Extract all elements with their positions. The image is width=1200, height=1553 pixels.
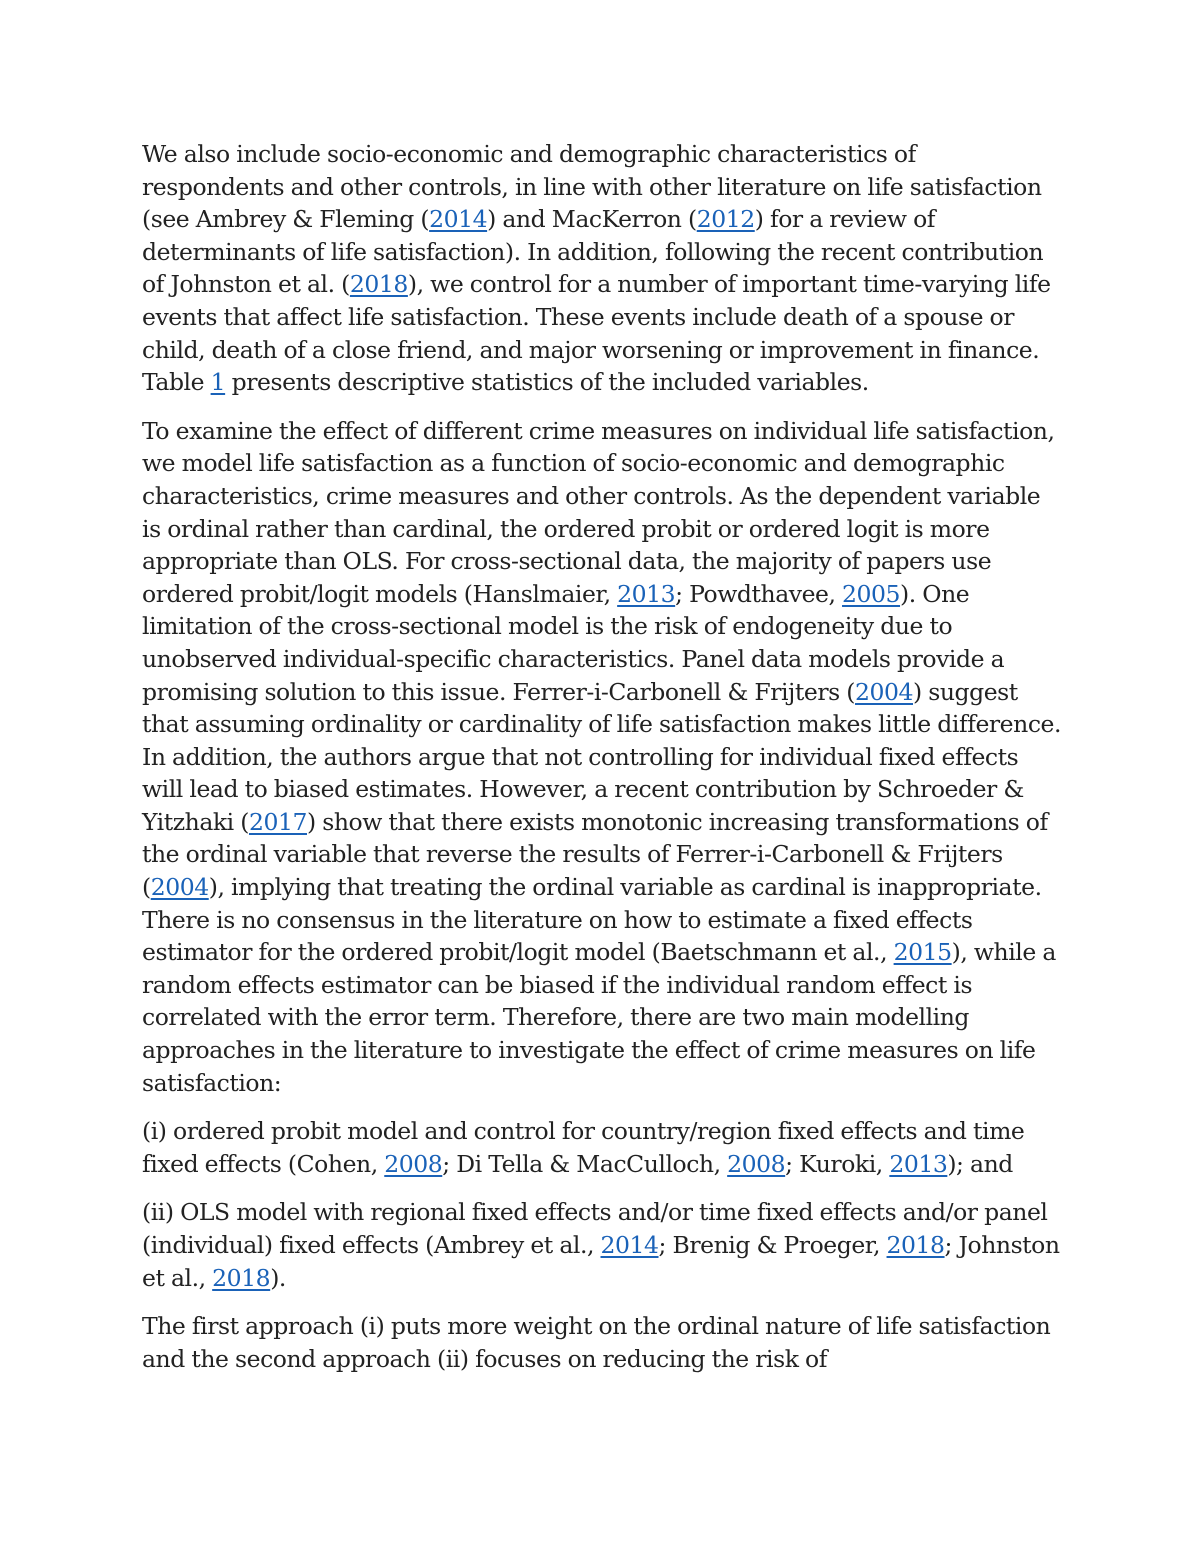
citation-link[interactable]: 2008: [727, 1149, 786, 1178]
text-run: ) suggest that assuming ordinality or cardinality of life satisfaction makes little difference. In addition, the authors argue that not controlling for individual fixed effects will lead to biased estimates. However, a recent contribution by Schroeder & Yitzhaki (: [142, 677, 1062, 836]
citation-link[interactable]: 2015: [893, 938, 952, 967]
text-run: ; Di Tella & MacCulloch,: [442, 1149, 728, 1178]
citation-link[interactable]: 2014: [429, 205, 488, 234]
citation-link[interactable]: 2013: [889, 1149, 948, 1178]
citation-link[interactable]: 2013: [617, 579, 676, 608]
paragraph-approach-i: [142, 1115, 1062, 1180]
paragraph-comparison: [142, 1310, 1062, 1375]
paragraph-approach-ii: [142, 1196, 1062, 1294]
text-run: We also include socio-economic and demographic characteristics of respondents and other controls, in line with other literature on life satisfaction (see Ambrey & Fleming (: [142, 140, 1042, 234]
text-run: The first approach (i) puts more weight on the ordinal nature of life satisfaction and the second approach (ii) focuses on reducing the risk of: [142, 1312, 1051, 1373]
citation-link[interactable]: 2004: [150, 873, 209, 902]
text-run: ; Kuroki,: [785, 1149, 890, 1178]
text-run: To examine the effect of different crime measures on individual life satisfaction, we model life satisfaction as a function of socio-economic and demographic characteristics, crime measures and other controls. As the dependent variable is ordinal rather than cardinal, the ordered probit or ordered logit is more appropriate than OLS. For cross-sectional data, the majority of papers use ordered probit/logit models (Hanslmaier,: [142, 416, 1055, 608]
text-run: ; Powdthavee,: [675, 579, 843, 608]
citation-link[interactable]: 2005: [842, 579, 901, 608]
text-run: presents descriptive statistics of the included variables.: [225, 368, 869, 397]
text-run: ), we control for a number of important time-varying life events that affect life satisfaction. These events include death of a spouse or child, death of a close friend, and major worsening or improvement in finance. Table: [142, 270, 1051, 397]
text-run: ). One limitation of the cross-sectional model is the risk of endogeneity due to unobserved individual-specific characteristics. Panel data models provide a promising solution to this issue. Ferrer-i-Carbonell & Frijters (: [142, 579, 1005, 706]
citation-link[interactable]: 2008: [384, 1149, 443, 1178]
citation-link[interactable]: 2018: [886, 1231, 945, 1259]
text-run: ), while a random effects estimator can be biased if the individual random effect is correlated with the error term. Therefore, there are two main modelling approaches in the literature to investigate the effect of crime measures on life satisfaction:: [142, 938, 1056, 1097]
text-run: ; Brenig & Proeger,: [658, 1231, 887, 1259]
citation-link[interactable]: 2014: [600, 1231, 659, 1259]
text-run: ).: [270, 1263, 286, 1292]
text-run: ) show that there exists monotonic increasing transformations of the ordinal variable that reverse the results of Ferrer-i-Carbonell & Frijters (: [142, 807, 1048, 902]
text-run: ), implying that treating the ordinal variable as cardinal is inappropriate. There is no consensus in the literature on how to estimate a fixed effects estimator for the ordered probit/logit model (Baetschmann et al.,: [142, 873, 1042, 967]
text-run: (i) ordered probit model and control for country/region fixed effects and time fixed effects (Cohen,: [142, 1117, 1025, 1178]
text-run: (ii) OLS model with regional fixed effects and/or time fixed effects and/or panel (individual) fixed effects (Ambrey et al.,: [142, 1198, 1048, 1259]
citation-link[interactable]: 2017: [248, 807, 307, 836]
paragraph-model: [142, 415, 1062, 1099]
citation-link[interactable]: 2004: [854, 677, 913, 706]
citation-link[interactable]: 2012: [696, 205, 755, 234]
text-run: ) and MacKerron (: [487, 205, 697, 234]
document-body: [142, 138, 1062, 1391]
text-run: ; Johnston et al.,: [142, 1231, 1060, 1292]
citation-link[interactable]: 2018: [212, 1263, 271, 1292]
citation-link[interactable]: 2018: [349, 270, 408, 299]
text-run: ) for a review of determinants of life satisfaction). In addition, following the recent contribution of Johnston et al. (: [142, 205, 1044, 299]
paragraph-controls: [142, 138, 1062, 399]
text-run: ); and: [947, 1149, 1013, 1178]
citation-link[interactable]: 1: [210, 368, 226, 397]
